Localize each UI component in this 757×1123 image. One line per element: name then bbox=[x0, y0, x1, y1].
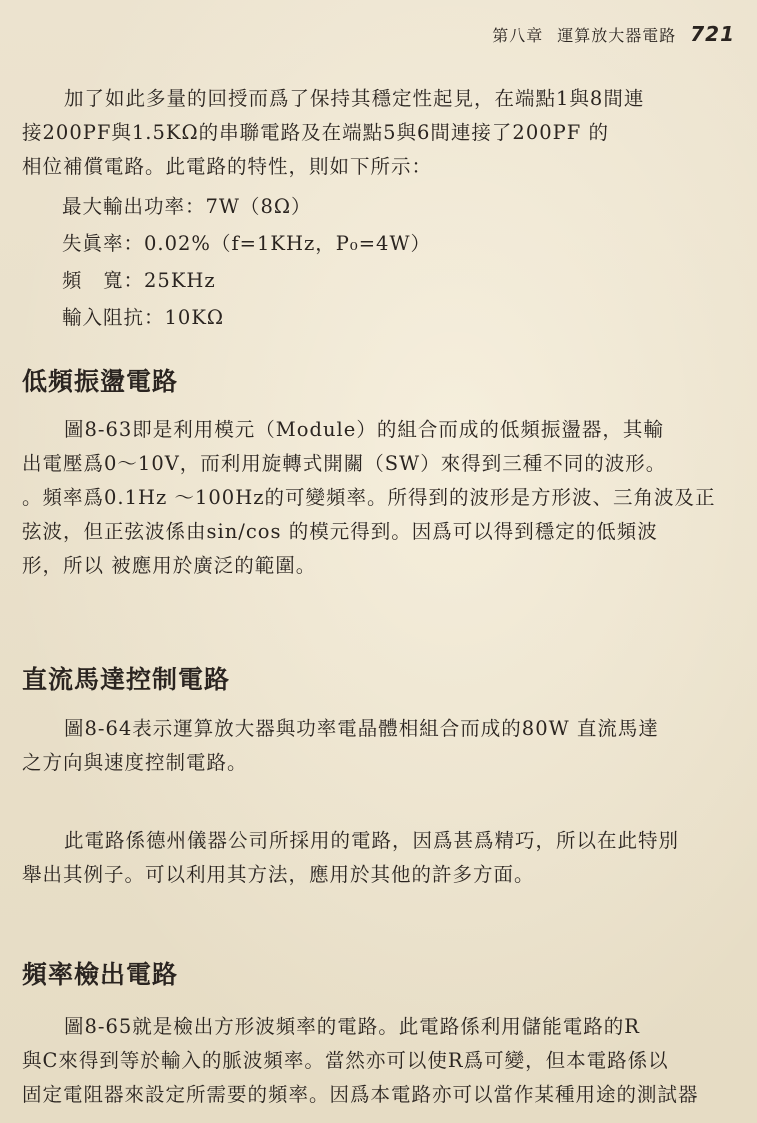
section-paragraph bbox=[22, 1010, 734, 1112]
section-heading: 低頻振盪電路 bbox=[22, 367, 179, 396]
text-line: 接200PF與1.5KΩ的串聯電路及在端點5與6間連接了200PF 的 bbox=[22, 121, 609, 144]
chapter-title: 運算放大器電路 bbox=[557, 26, 677, 45]
text-line: 加了如此多量的回授而爲了保持其穩定性起見，在端點1與8間連 bbox=[64, 87, 645, 110]
spec-max-output: 最大輸出功率：7W（8Ω） bbox=[62, 195, 312, 218]
page-number: 721 bbox=[690, 22, 735, 46]
text-line: 圖8-63即是利用模元（Module）的組合而成的低頻振盪器，其輸 bbox=[64, 418, 664, 441]
section-paragraph bbox=[22, 413, 734, 583]
chapter-label: 第八章 bbox=[492, 26, 544, 45]
text-line: 圖8-64表示運算放大器與功率電晶體相組合而成的80W 直流馬達 bbox=[64, 717, 659, 740]
section-heading: 直流馬達控制電路 bbox=[22, 665, 231, 694]
text-line: 固定電阻器來設定所需要的頻率。因爲本電路亦可以當作某種用途的測試器 bbox=[22, 1083, 699, 1106]
spec-input-impedance: 輸入阻抗：10KΩ bbox=[62, 306, 225, 329]
text-line: 舉出其例子。可以利用其方法，應用於其他的許多方面。 bbox=[22, 863, 535, 886]
text-line: 相位補償電路。此電路的特性，則如下所示： bbox=[22, 155, 433, 178]
section-paragraph bbox=[22, 824, 734, 892]
text-line: 圖8-65就是檢出方形波頻率的電路。此電路係利用儲能電路的R bbox=[64, 1015, 640, 1038]
text-line: 此電路係德州儀器公司所採用的電路，因爲甚爲精巧，所以在此特別 bbox=[64, 829, 680, 852]
text-line: 。頻率爲0.1Hz ～100Hz的可變頻率。所得到的波形是方形波、三角波及正 bbox=[22, 486, 716, 509]
running-header bbox=[492, 22, 735, 46]
spec-distortion: 失眞率：0.02%（f=1KHz，P₀=4W） bbox=[62, 232, 431, 255]
section-heading: 頻率檢出電路 bbox=[22, 960, 179, 989]
text-line: 之方向與速度控制電路。 bbox=[22, 751, 248, 774]
text-line: 出電壓爲0～10V，而利用旋轉式開關（SW）來得到三種不同的波形。 bbox=[22, 452, 667, 475]
section-paragraph bbox=[22, 712, 734, 780]
spec-bandwidth: 頻 寬：25KHz bbox=[62, 269, 216, 292]
text-line: 形，所以 被應用於廣泛的範圍。 bbox=[22, 554, 317, 577]
intro-paragraph bbox=[22, 82, 734, 184]
text-line: 弦波，但正弦波係由sin/cos 的模元得到。因爲可以得到穩定的低頻波 bbox=[22, 520, 658, 543]
spec-list bbox=[62, 188, 431, 336]
text-line: 與C來得到等於輸入的脈波頻率。當然亦可以使R爲可變，但本電路係以 bbox=[22, 1049, 669, 1072]
